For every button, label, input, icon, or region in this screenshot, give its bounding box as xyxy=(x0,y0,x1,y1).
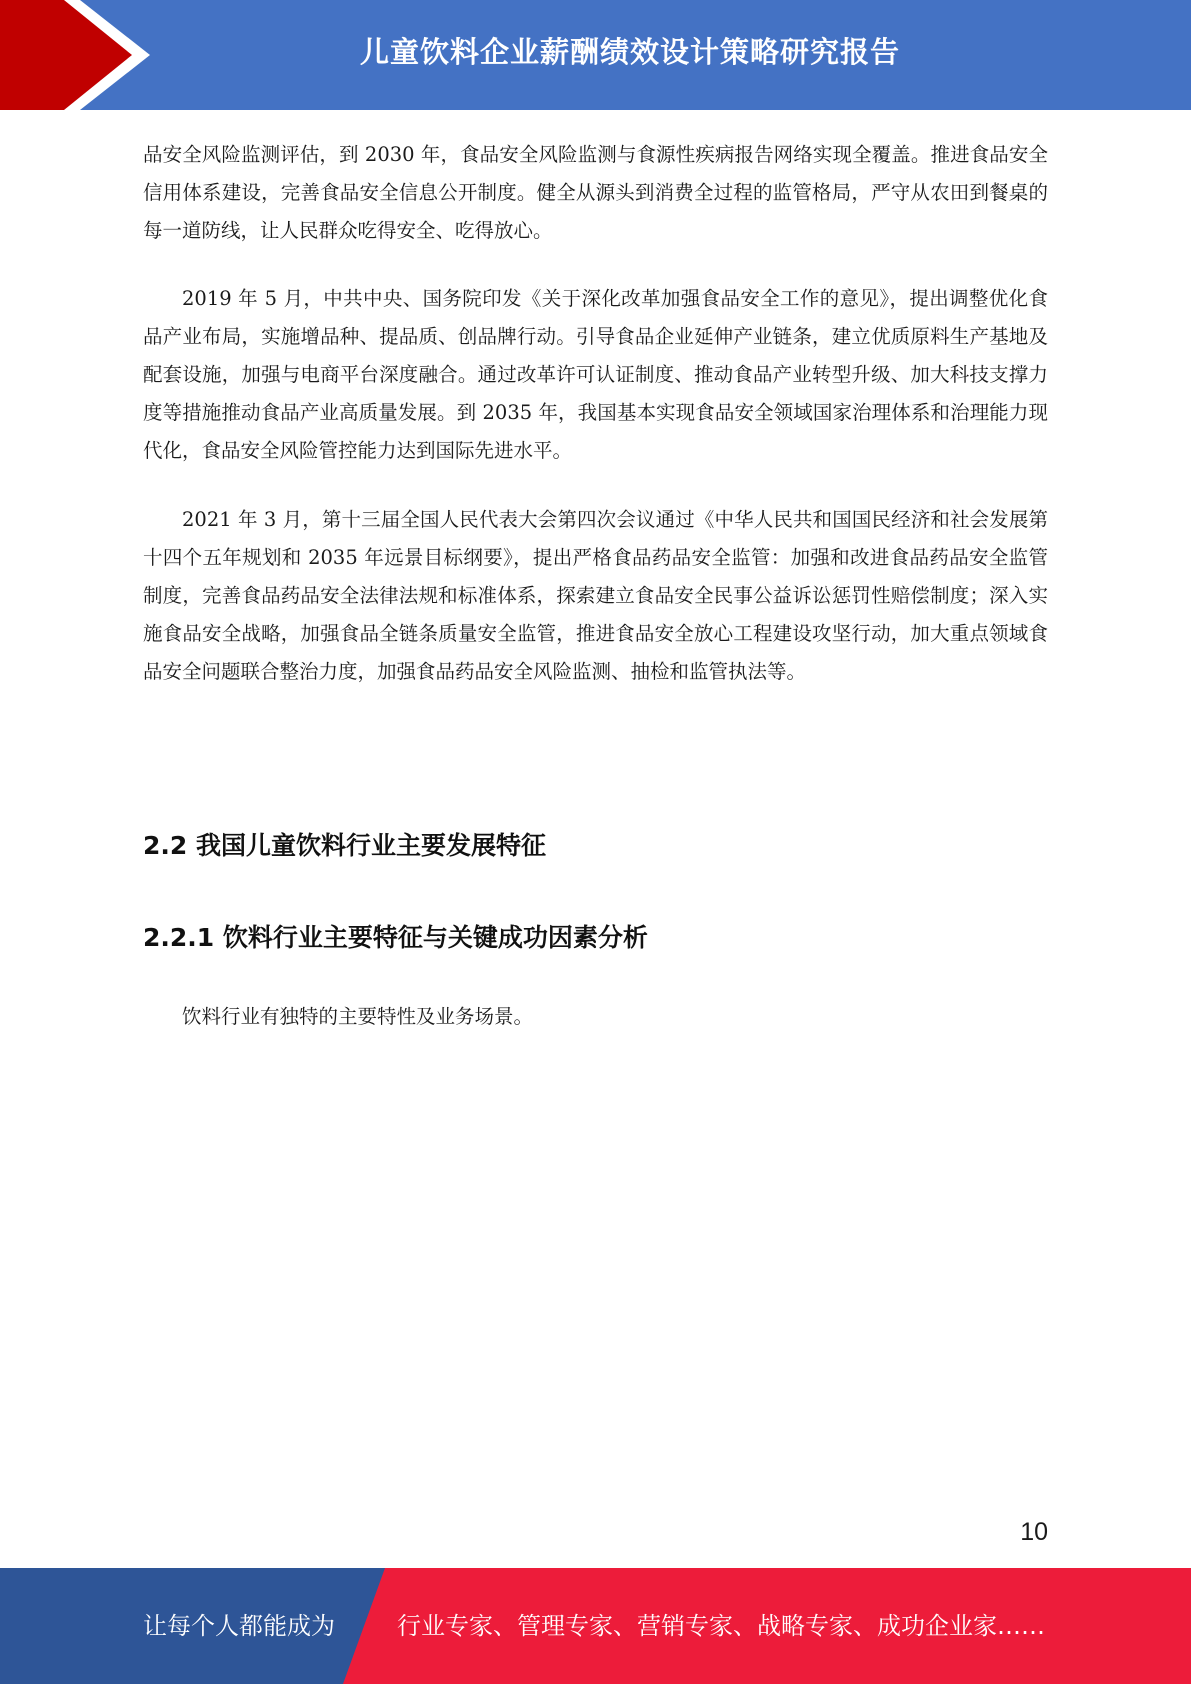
page-header xyxy=(0,0,1191,110)
footer-slogan-right: 行业专家、管理专家、营销专家、战略专家、成功企业家…… xyxy=(397,1612,1045,1640)
report-title: 儿童饮料企业薪酬绩效设计策略研究报告 xyxy=(359,34,900,69)
footer-slogan-left: 让每个人都能成为 xyxy=(143,1612,335,1640)
section-heading-2-2: 2.2 我国儿童饮料行业主要发展特征 xyxy=(143,831,546,860)
body-paragraph: 品安全风险监测评估，到 2030 年，食品安全风险监测与食源性疾病报告网络实现全覆盖。推进食品安全信用体系建设，完善食品安全信息公开制度。健全从源头到消费全过程的监管格局，严守从农田到餐桌的每一道防线，让人民群众吃得安全、吃得放心。 xyxy=(143,143,1048,242)
body-paragraph: 饮料行业有独特的主要特性及业务场景。 xyxy=(182,1005,534,1028)
section-heading-2-2-1: 2.2.1 饮料行业主要特征与关键成功因素分析 xyxy=(143,923,648,952)
body-paragraph: 2019 年 5 月，中共中央、国务院印发《关于深化改革加强食品安全工作的意见》，提出调整优化食品产业布局，实施增品种、提品质、创品牌行动。引导食品企业延伸产业链条，建立优质原料生产基地及配套设施，加强与电商平台深度融合。通过改革许可认证制度、推动食品产业转型升级、加大科技支撑力度等措施推动食品产业高质量发展。到 2035 年，我国基本实现食品安全领域国家治理体系和治理能力现代化，食品安全风险管控能力达到国际先进水平。 xyxy=(143,287,1048,462)
body-paragraph: 2021 年 3 月，第十三届全国人民代表大会第四次会议通过《中华人民共和国国民经济和社会发展第十四个五年规划和 2035 年远景目标纲要》，提出严格食品药品安全监管：加强和改进食品药品安全监管制度，完善食品药品安全法律法规和标准体系，探索建立食品安全民事公益诉讼惩罚性赔偿制度；深入实施食品安全战略，加强食品全链条质量安全监管，推进食品安全放心工程建设攻坚行动，加大重点领域食品安全问题联合整治力度，加强食品药品安全风险监测、抽检和监管执法等。 xyxy=(143,508,1048,683)
page-footer xyxy=(0,1568,1191,1684)
page-number: 10 xyxy=(1020,1518,1048,1546)
